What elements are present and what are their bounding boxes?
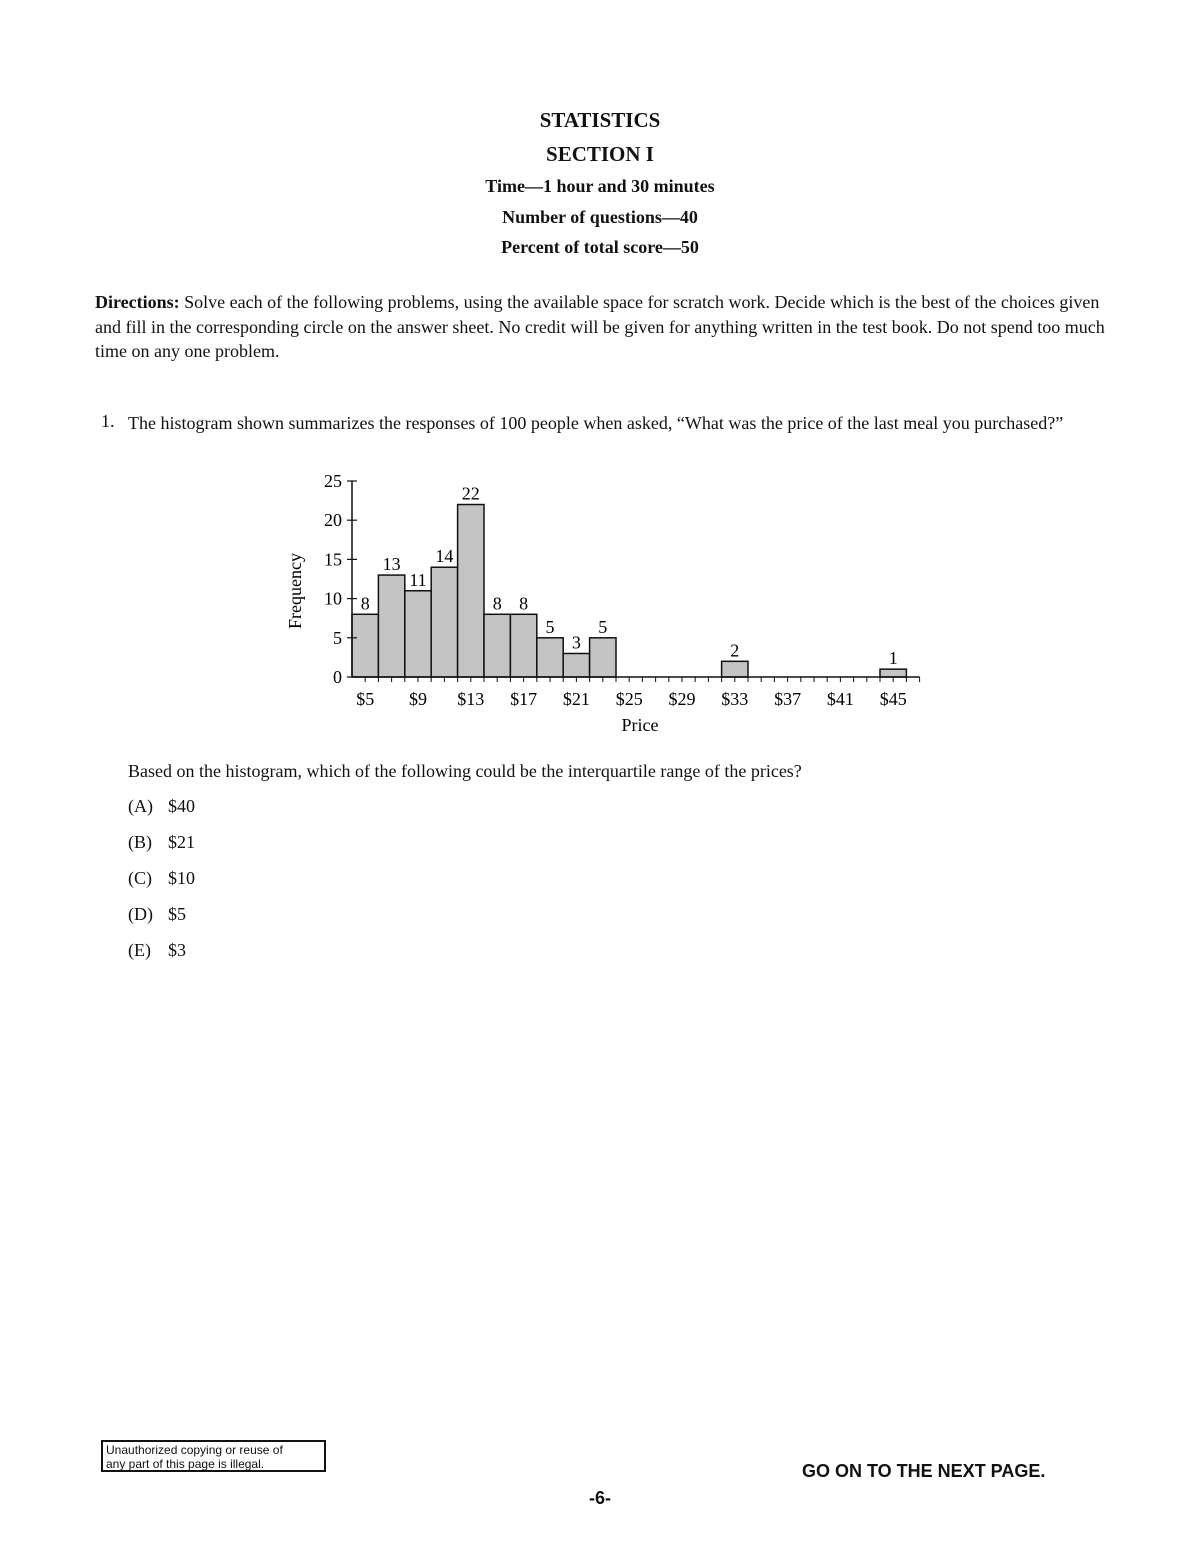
directions-label: Directions: xyxy=(95,292,180,312)
question-number: 1. xyxy=(101,411,115,431)
x-tick-label: $29 xyxy=(668,689,696,709)
copyright-notice xyxy=(101,1440,326,1472)
choice-text: $5 xyxy=(168,904,186,924)
x-tick-label: $9 xyxy=(409,689,427,709)
y-tick-label: 25 xyxy=(324,471,342,491)
choice-text: $10 xyxy=(168,868,195,888)
histogram-bar xyxy=(352,614,378,677)
histogram-bar xyxy=(880,669,906,677)
histogram-bar xyxy=(510,614,536,677)
notice-line-2: any part of this page is illegal. xyxy=(106,1457,265,1471)
y-tick-label: 15 xyxy=(324,549,342,570)
x-tick-label: $41 xyxy=(826,689,854,709)
x-ticks-group xyxy=(356,677,919,709)
x-tick-label: $37 xyxy=(774,689,802,709)
choice-text: $3 xyxy=(168,940,186,960)
question-text: The histogram shown summarizes the responses of 100 people when asked, “What was the price of the last meal you purchased?” xyxy=(128,413,1064,433)
y-tick-label: 0 xyxy=(333,667,342,687)
percent-score-info: Percent of total score—50 xyxy=(501,237,699,257)
histogram-bar xyxy=(378,575,404,677)
bar-data-label: 1 xyxy=(888,648,898,669)
bar-data-label: 14 xyxy=(435,546,454,567)
choice-letter: (A) xyxy=(128,796,153,816)
page-number: -6- xyxy=(589,1488,611,1508)
x-tick-label: $17 xyxy=(510,689,538,709)
question-prompt: Based on the histogram, which of the following could be the interquartile range of the prices? xyxy=(128,761,802,781)
choice-text: $21 xyxy=(168,832,195,852)
bar-data-label: 11 xyxy=(409,569,427,590)
choice-letter: (B) xyxy=(128,832,152,852)
bar-data-label: 3 xyxy=(571,632,581,653)
choice-text: $40 xyxy=(168,796,195,816)
num-questions-info: Number of questions—40 xyxy=(502,207,698,227)
y-tick-label: 5 xyxy=(333,627,342,648)
directions-text: Solve each of the following problems, using the available space for scratch work. Decide which is the best of the choices given and fill in the corresponding circle on the answer sheet. No credit will be given for anything written in the test book. Do not spend too much time on any one problem. xyxy=(95,292,1105,361)
x-tick-label: $13 xyxy=(457,689,485,709)
choice-c[interactable] xyxy=(128,868,195,889)
histogram-bar xyxy=(405,591,431,677)
x-axis-label: Price xyxy=(621,715,659,735)
choice-a[interactable] xyxy=(128,796,195,817)
x-tick-label: $5 xyxy=(356,689,375,709)
choice-letter: (D) xyxy=(128,904,153,924)
bar-data-label: 22 xyxy=(461,483,480,504)
histogram-bar xyxy=(590,638,616,677)
go-next-page-text: GO ON TO THE NEXT PAGE. xyxy=(802,1461,1046,1481)
subject-title: STATISTICS xyxy=(539,108,661,132)
histogram-bar xyxy=(722,661,748,677)
bar-data-label: 8 xyxy=(519,593,529,614)
histogram-bar xyxy=(458,505,484,677)
bars-group xyxy=(352,505,906,677)
bar-data-label: 13 xyxy=(382,554,401,575)
histogram-chart xyxy=(270,465,930,740)
choice-b[interactable] xyxy=(128,832,195,853)
bar-data-label: 8 xyxy=(360,593,370,614)
x-tick-label: $25 xyxy=(615,689,643,709)
choice-letter: (E) xyxy=(128,940,151,960)
directions xyxy=(95,290,1105,364)
x-tick-label: $33 xyxy=(721,689,749,709)
histogram-bar xyxy=(484,614,510,677)
bar-data-label: 2 xyxy=(730,640,740,661)
choice-letter: (C) xyxy=(128,868,152,888)
choice-d[interactable] xyxy=(128,904,186,925)
notice-line-1: Unauthorized copying or reuse of xyxy=(106,1443,283,1457)
x-tick-label: $21 xyxy=(562,689,590,709)
time-info: Time—1 hour and 30 minutes xyxy=(485,176,715,196)
histogram-bar xyxy=(537,638,563,677)
y-axis-label: Frequency xyxy=(285,553,305,629)
y-tick-label: 10 xyxy=(324,588,342,609)
histogram-bar xyxy=(563,653,589,677)
section-title: SECTION I xyxy=(546,142,654,166)
bar-data-label: 5 xyxy=(545,616,555,637)
bar-data-label: 5 xyxy=(598,616,608,637)
histogram-bar xyxy=(431,567,457,677)
y-tick-label: 20 xyxy=(324,510,342,531)
choice-e[interactable] xyxy=(128,940,186,961)
bar-data-label: 8 xyxy=(492,593,502,614)
x-tick-label: $45 xyxy=(879,689,907,709)
